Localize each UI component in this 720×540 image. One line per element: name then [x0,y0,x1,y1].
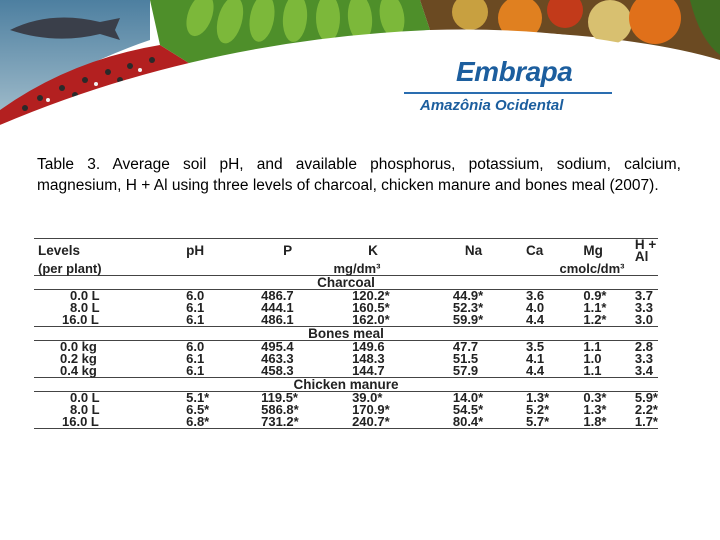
table-caption [37,154,681,196]
cell: 486.7 [261,288,294,303]
cell: 731.2* [261,416,352,429]
soil-data-table [34,238,658,429]
header-p: P [261,239,352,264]
cell: 240.7* [352,416,453,429]
table-row [34,314,658,327]
cell: 44.9* [452,288,484,303]
table-header-row [34,239,658,264]
cell: 149.6 [352,339,385,354]
cell: 0.2 kg [60,351,97,366]
cell: 4.4 [526,363,545,378]
embrapa-logo [404,52,614,122]
cell: 1.1 [583,363,602,378]
table-row [34,365,658,378]
unit-spacer [186,263,261,276]
cell: 5.9* [634,390,658,405]
table-unit-row [34,263,658,276]
unit-spacer [453,263,526,276]
cell: 6.1 [186,312,205,327]
cell: 0.9* [583,288,607,303]
table-row [34,416,658,429]
header-h-al: H + Al [634,237,657,264]
cell: 162.0* [352,312,390,327]
cell: 1.7* [634,414,658,429]
cell: 57.9 [452,363,479,378]
cell: 463.3 [261,351,294,366]
cell: 51.5 [452,351,479,366]
cell: 0.0 L [70,288,100,303]
cell: 6.1 [186,351,205,366]
cell: 5.2* [526,402,550,417]
cell: 39.0* [352,390,383,405]
cell: 1.8* [583,416,635,429]
table-body [34,276,658,429]
cell: 3.7 [634,288,653,303]
logo-divider [404,92,612,94]
section-header-charcoal: Charcoal [34,276,658,290]
header-banner [0,0,720,125]
cell: 2.8 [634,339,653,354]
table-row [34,404,658,416]
cell: 0.0 L [70,390,100,405]
cell: 1.0 [583,351,602,366]
header-per-plant: (per plant) [34,263,186,276]
cell: 47.7 [452,339,479,354]
logo-subtitle: Amazônia Ocidental [420,97,564,114]
cell: 486.1 [261,312,294,327]
cell: 54.5* [452,402,484,417]
header-mg: Mg [583,239,635,264]
cell: 6.1 [186,363,205,378]
cell: 80.4* [453,416,526,429]
table-row [34,392,658,405]
unit-cmolc-dm3: cmolc/dm³ [526,263,658,276]
cell: 3.6 [526,288,545,303]
cell: 119.5* [261,390,298,405]
cell: 495.4 [261,339,294,354]
header-ph: pH [186,239,261,264]
cell: 120.2* [352,288,390,303]
cell: 170.9* [352,402,390,417]
cell: 0.4 kg [60,363,97,378]
cell: 59.9* [452,312,484,327]
cell: 3.4 [634,363,653,378]
cell: 6.0 [186,288,205,303]
cell: 0.3* [583,390,607,405]
cell: 148.3 [352,351,385,366]
cell: 16.0 L [62,312,99,327]
cell: 5.7* [526,416,583,429]
cell: 3.0 [634,312,653,327]
cell: 3.3 [634,300,653,315]
logo-wordmark: Embrapa [456,56,573,87]
cell: 4.0 [526,300,545,315]
caption-text: Table 3. Average soil pH, and available phosphorus, potassium, sodium, calcium, magnesium, H + Al using three levels of charcoal, chicken manure and bones meal (2007). [37,156,681,194]
table-row [34,302,658,314]
cell: 1.1* [583,300,607,315]
cell: 1.3* [526,390,550,405]
cell: 6.5* [186,402,210,417]
cell: 0.0 kg [60,339,97,354]
cell: 160.5* [352,300,390,315]
cell: 144.7 [352,363,385,378]
cell: 52.3* [452,300,484,315]
cell: 3.5 [526,339,545,354]
cell: 16.0 L [34,416,186,429]
cell: 458.3 [261,363,294,378]
cell: 6.1 [186,300,205,315]
section-header-chicken-manure: Chicken manure [34,378,658,392]
table-row [34,341,658,354]
cell: 6.0 [186,339,205,354]
cell: 6.8* [186,416,261,429]
cell: 4.4 [526,312,545,327]
cell: 4.1 [526,351,545,366]
cell: 14.0* [452,390,484,405]
cell: 586.8* [261,402,299,417]
cell: 3.3 [634,351,653,366]
cell: 8.0 L [70,402,100,417]
header-na: Na [453,239,526,264]
cell: 444.1 [261,300,294,315]
unit-mg-dm3: mg/dm³ [261,263,453,276]
section-header-bones-meal: Bones meal [34,327,658,341]
cell: 5.1* [186,390,210,405]
cell: 2.2* [634,402,658,417]
header-k: K [352,239,453,264]
cell: 1.1 [583,339,602,354]
header-ca: Ca [526,239,583,264]
table-row [34,290,658,303]
table-row [34,353,658,365]
cell: 1.3* [583,402,607,417]
cell: 1.2* [583,312,607,327]
header-levels: Levels [34,239,186,264]
cell: 8.0 L [70,300,100,315]
